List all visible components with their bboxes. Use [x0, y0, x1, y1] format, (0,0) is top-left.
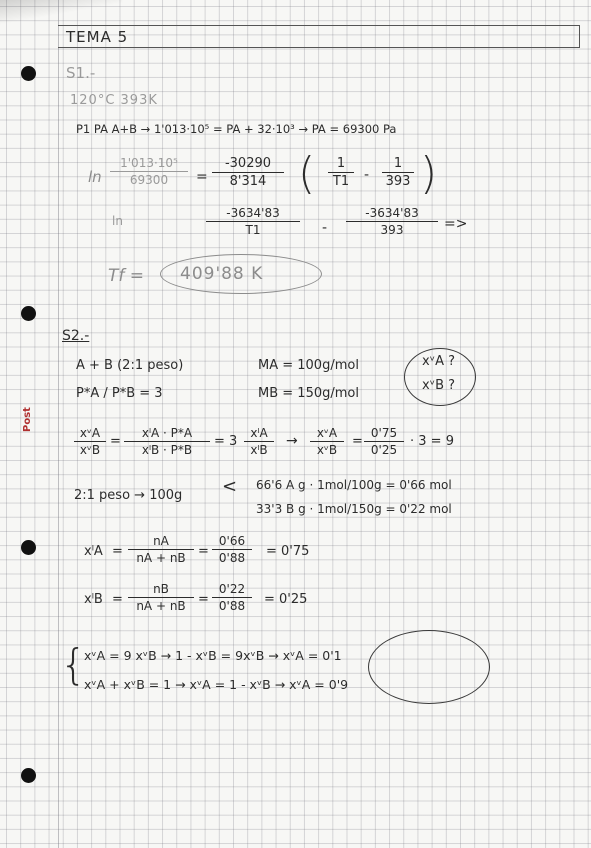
paren-fraction-2: [382, 156, 414, 189]
section1-line2: P1 PA A+B → 1'013·10⁵ = PA + 32·10³ → PA = 69300 Pa: [76, 122, 397, 136]
unknown-xvb: xᵛB ?: [422, 378, 456, 393]
ln-denominator: 69300: [129, 173, 169, 187]
fraction-bar: [206, 221, 300, 222]
system-line-2: xᵛA + xᵛB = 1 → xᵛA = 1 - xᵛB → xᵛA = 0'9: [84, 677, 349, 692]
implies-arrow: =>: [444, 216, 468, 232]
ln-numerator: 1'013·10⁵: [120, 156, 178, 170]
reaction-line: A + B (2:1 peso): [76, 358, 184, 373]
fraction-bar: [74, 441, 106, 442]
fraction-bar: [110, 171, 188, 172]
xla-fraction-2: [212, 534, 252, 565]
right-paren: ): [420, 148, 438, 199]
fraction-bar: [212, 597, 252, 598]
equals-sign: =: [198, 544, 209, 559]
pressure-ratio: P*A / P*B = 3: [76, 386, 163, 401]
eq2-s-denominator: xᵛB: [316, 443, 338, 457]
margin-brand: Post: [22, 407, 33, 432]
eq2-left-fraction: [74, 426, 106, 457]
xlb-denominator: nA + nB: [136, 599, 186, 613]
line4-fraction-a: [206, 206, 300, 237]
xlb-numerator: nB: [153, 582, 169, 596]
line4-a-denominator: T1: [245, 223, 261, 237]
header-box: [58, 25, 580, 48]
fraction-bar: [382, 172, 414, 173]
unknown-xva: xᵛA ?: [422, 354, 456, 369]
molar-mass-a: MA = 100g/mol: [258, 358, 359, 373]
line4-a-numerator: -3634'83: [226, 206, 280, 220]
equals-sign: =: [110, 434, 121, 449]
equals-sign: =: [196, 169, 208, 185]
xla-result: = 0'75: [266, 544, 310, 559]
paren-denominator-2: 393: [385, 174, 411, 189]
r-numerator: -30290: [224, 156, 272, 171]
fraction-bar: [310, 441, 344, 442]
xla-lhs: xˡA: [84, 544, 103, 559]
fraction-bar: [128, 549, 194, 550]
paren-numerator-2: 1: [393, 156, 403, 171]
section2-label: S2.-: [62, 328, 90, 344]
eq2-t-numerator: 0'75: [370, 426, 398, 440]
xla-fraction: [128, 534, 194, 565]
equals-sign: =: [112, 544, 123, 559]
xlb-denominator-2: 0'88: [218, 599, 246, 613]
eq2-mid-denominator: xˡB · P*B: [141, 443, 193, 457]
r-denominator: 8'314: [229, 174, 267, 189]
xlb-lhs: xˡB: [84, 592, 103, 607]
punch-hole: [21, 540, 36, 555]
equals-sign: =: [352, 434, 363, 449]
xlb-fraction-2: [212, 582, 252, 613]
eq2-tail: · 3 = 9: [410, 434, 454, 449]
eq2-left-denominator: xᵛB: [79, 443, 101, 457]
left-paren: (: [298, 148, 316, 199]
page-title: TEMA 5: [66, 28, 129, 46]
section1-label: S1.-: [66, 64, 96, 82]
xla-denominator: nA + nB: [136, 551, 186, 565]
eq2-t-denominator: 0'25: [370, 443, 398, 457]
eq2-t-fraction: [364, 426, 404, 457]
line4-b-numerator: -3634'83: [365, 206, 419, 220]
r-fraction: [212, 156, 284, 189]
result-label: Tf =: [108, 266, 145, 286]
answer-circle: [368, 630, 490, 704]
paren-numerator-1: 1: [336, 156, 346, 171]
eq2-right-denominator: xˡB: [250, 443, 268, 457]
ln-fraction: [110, 156, 188, 187]
margin-line: [58, 0, 59, 848]
minus-sign: -: [364, 167, 370, 183]
paren-denominator-1: T1: [332, 174, 350, 189]
ln-label: ln: [88, 168, 102, 186]
punch-hole: [21, 306, 36, 321]
eq2-s-fraction: [310, 426, 344, 457]
mass-a-line: 66'6 A g · 1mol/100g = 0'66 mol: [256, 478, 452, 492]
result-value: 409'88 K: [180, 264, 264, 284]
branch-brace: <: [222, 476, 238, 497]
punch-hole: [21, 66, 36, 81]
mass-b-line: 33'3 B g · 1mol/150g = 0'22 mol: [256, 502, 452, 516]
eq2-s-numerator: xᵛA: [316, 426, 338, 440]
xlb-numerator-2: 0'22: [218, 582, 246, 596]
eq2-right-numerator: xˡA: [250, 426, 268, 440]
minus-sign: -: [322, 220, 328, 236]
fraction-bar: [244, 441, 274, 442]
fraction-bar: [364, 441, 404, 442]
mass-line: 2:1 peso → 100g: [74, 488, 183, 503]
fraction-bar: [124, 441, 210, 442]
eq2-mid-fraction: [124, 426, 210, 457]
paren-fraction-1: [328, 156, 354, 189]
xla-numerator: nA: [153, 534, 169, 548]
section1-line1: 120°C 393K: [70, 93, 158, 108]
xla-numerator-2: 0'66: [218, 534, 246, 548]
equals-sign: =: [198, 592, 209, 607]
xlb-result: = 0'25: [264, 592, 308, 607]
eq2-left-numerator: xᵛA: [79, 426, 101, 440]
line4-b-denominator: 393: [380, 223, 404, 237]
fraction-bar: [212, 172, 284, 173]
xla-denominator-2: 0'88: [218, 551, 246, 565]
fraction-bar: [212, 549, 252, 550]
molar-mass-b: MB = 150g/mol: [258, 386, 359, 401]
eq2-mid-numerator: xˡA · P*A: [141, 426, 193, 440]
xlb-fraction: [128, 582, 194, 613]
punch-hole: [21, 768, 36, 783]
equals-sign: =: [112, 592, 123, 607]
fraction-bar: [328, 172, 354, 173]
fraction-bar: [128, 597, 194, 598]
system-brace: {: [60, 640, 87, 689]
arrow: →: [286, 433, 298, 449]
system-line-1: xᵛA = 9 xᵛB → 1 - xᵛB = 9xᵛB → xᵛA = 0'1: [84, 648, 342, 663]
scan-shadow: [0, 0, 123, 28]
fraction-bar: [346, 221, 438, 222]
eq2-right-fraction: [244, 426, 274, 457]
line4-fraction-b: [346, 206, 438, 237]
line4-prefix: ln: [112, 214, 123, 228]
eq2-equals-three: = 3: [214, 434, 238, 449]
